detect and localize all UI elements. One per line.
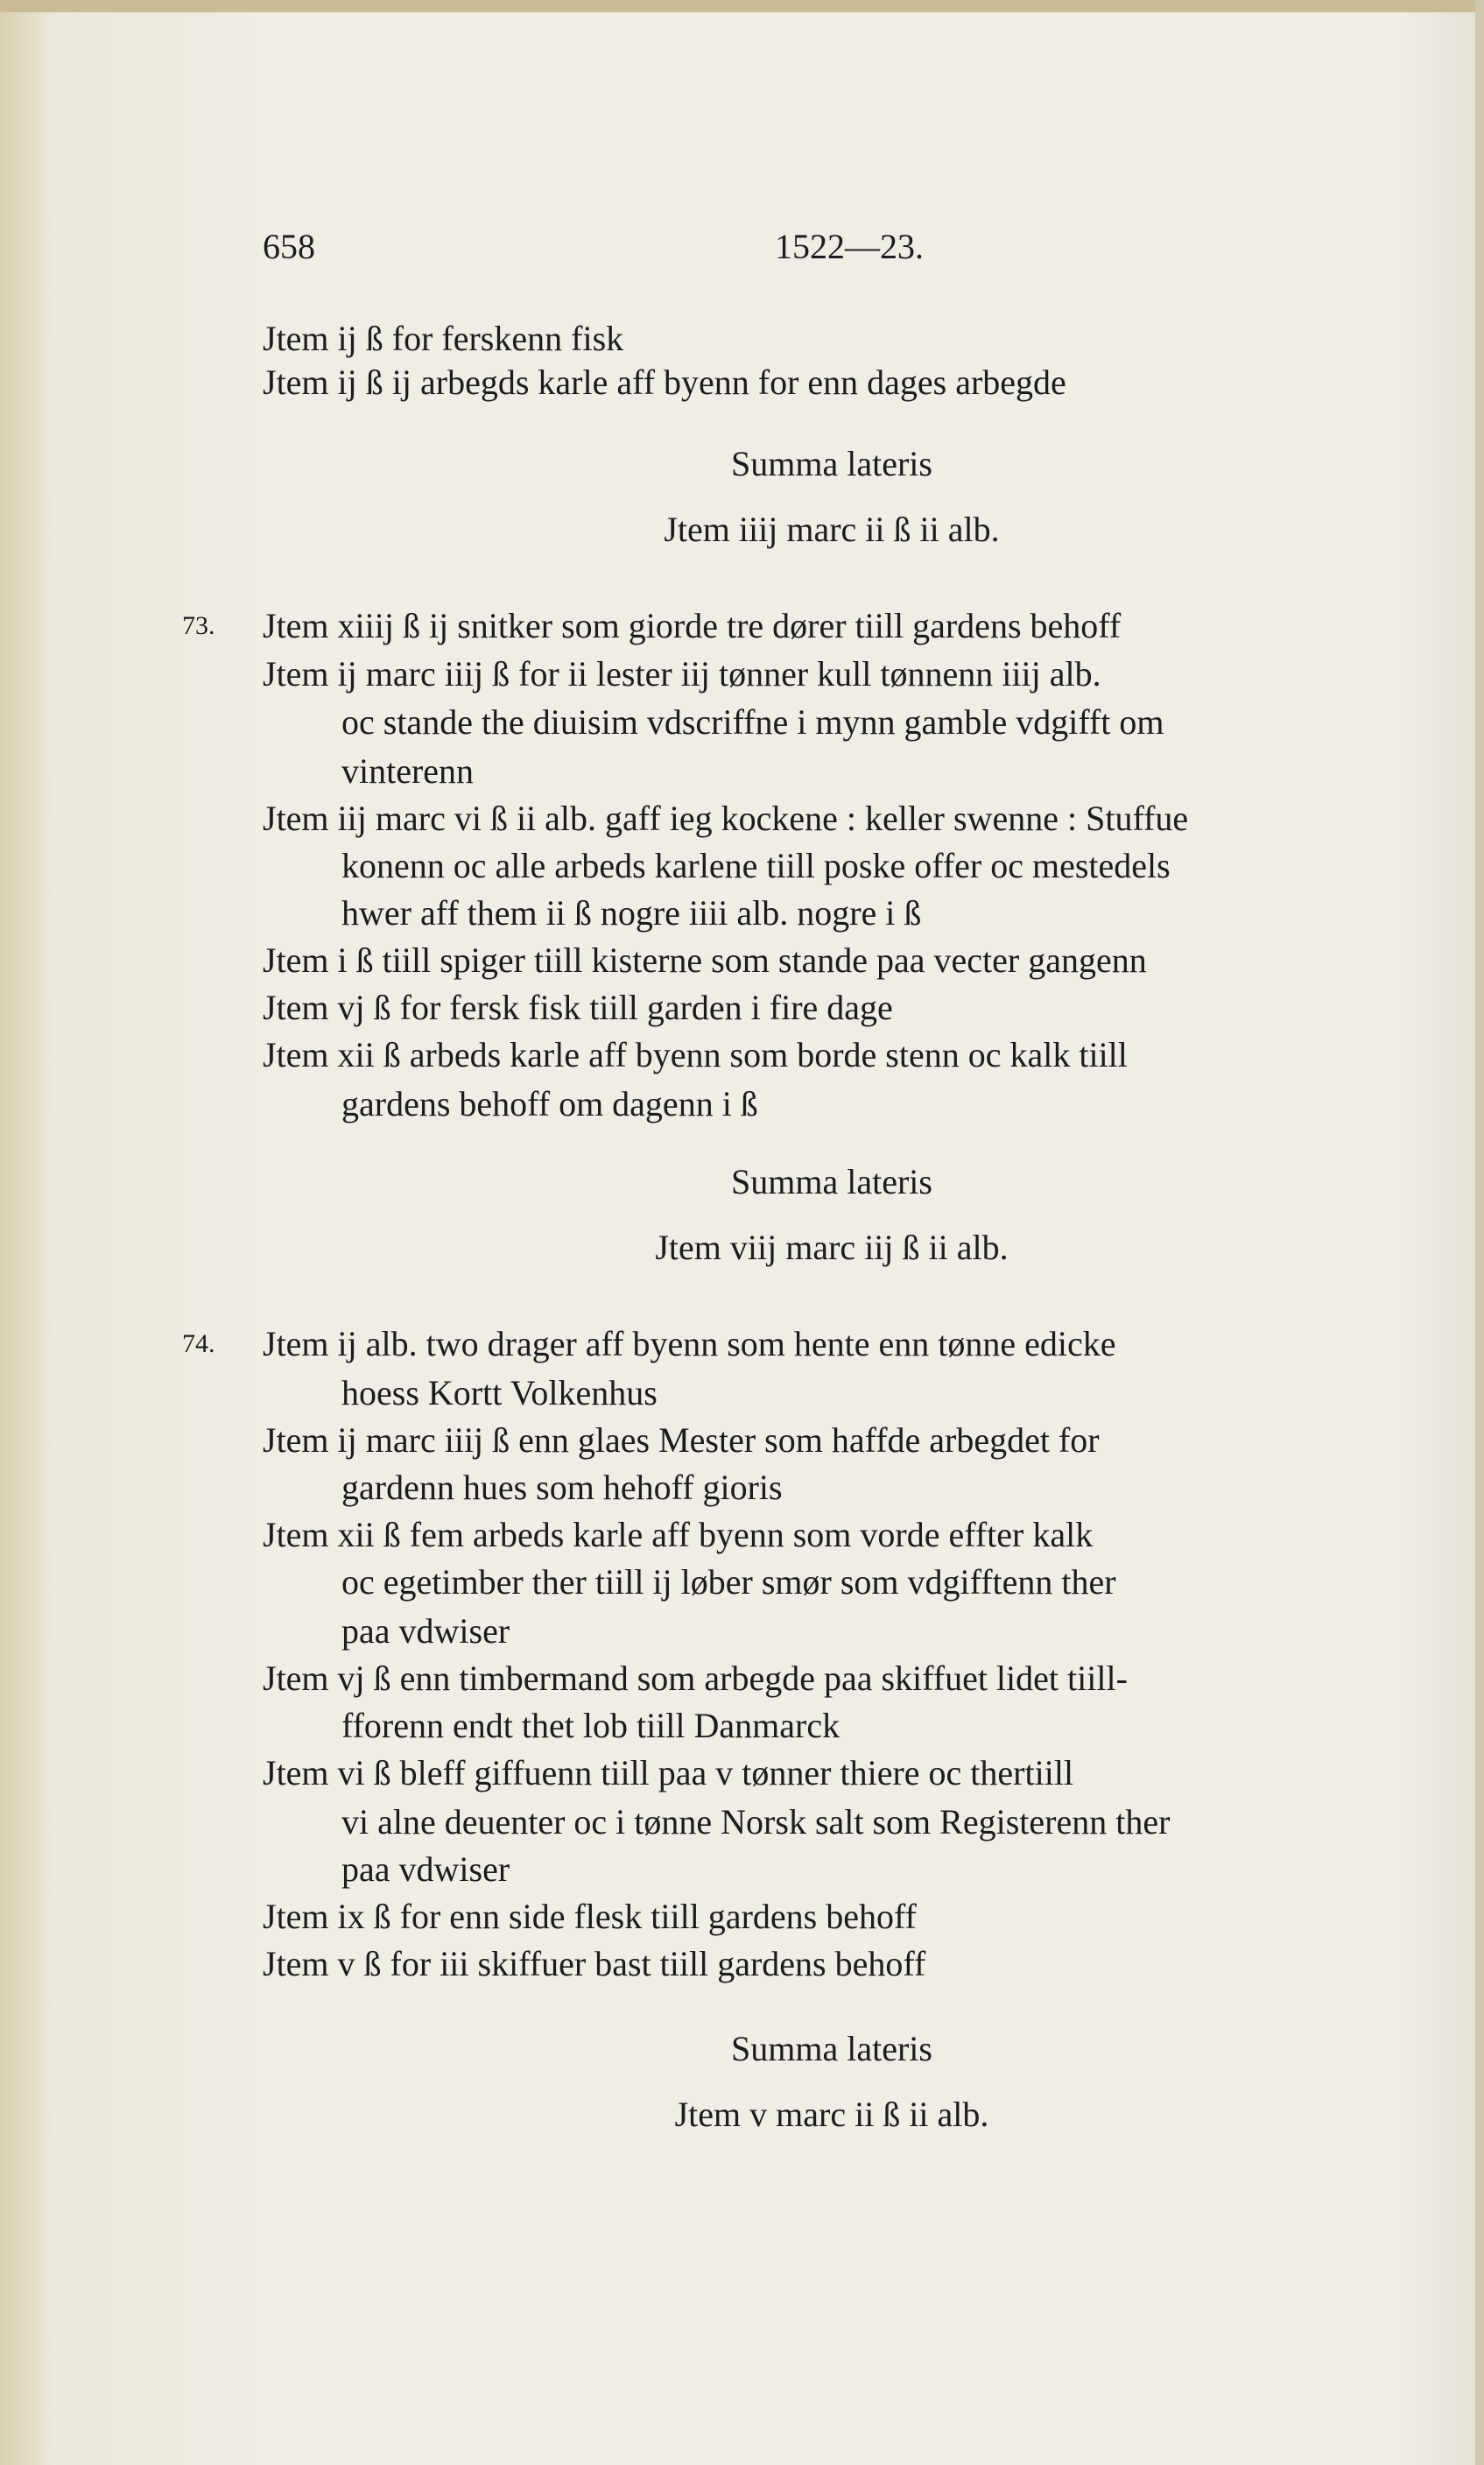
text-line: Jtem vj ß for fersk fisk tiill garden i fire dage <box>263 988 893 1027</box>
text-line: Jtem xiiij ß ij snitker som giorde tre dører tiill gardens behoff <box>263 606 1122 645</box>
text-line: Jtem ij ß ij arbegds karle aff byenn for enn dages arbegde <box>263 363 1066 402</box>
page-right-edge <box>1475 0 1484 2465</box>
summa-heading: Summa lateris <box>731 1162 932 1201</box>
section-number: 73. <box>182 611 215 640</box>
text-line: Jtem ij marc iiij ß enn glaes Mester som haffde arbegdet for <box>263 1420 1100 1460</box>
summa-total: Jtem v marc ii ß ii alb. <box>674 2095 989 2134</box>
summa-heading: Summa lateris <box>731 444 932 483</box>
text-line: vinterenn <box>341 751 475 791</box>
summa-heading: Summa lateris <box>731 2029 932 2068</box>
text-line: gardenn hues som hehoff gioris <box>341 1468 783 1507</box>
text-line: Jtem xii ß arbeds karle aff byenn som borde stenn oc kalk tiill <box>263 1035 1128 1074</box>
running-header <box>263 226 1401 270</box>
section-number: 74. <box>182 1329 215 1358</box>
text-line: konenn oc alle arbeds karlene tiill poske offer oc mestedels <box>341 846 1171 885</box>
text-line: oc stande the diuisim vdscriffne i mynn gamble vdgifft om <box>341 702 1164 742</box>
header-years: 1522—23. <box>775 227 924 266</box>
text-line: hwer aff them ii ß nogre iiii alb. nogre i ß <box>341 893 922 933</box>
text-line: Jtem i ß tiill spiger tiill kisterne som stande paa vecter gangenn <box>263 940 1147 980</box>
text-line: Jtem vj ß enn timbermand som arbegde paa skiffuet lidet tiill- <box>263 1659 1128 1698</box>
summa-total: Jtem iiij marc ii ß ii alb. <box>664 510 1000 549</box>
text-line: Jtem v ß for iii skiffuer bast tiill gardens behoff <box>263 1944 926 1983</box>
text-line: oc egetimber ther tiill ij løber smør som vdgifftenn ther <box>341 1562 1116 1602</box>
text-line: Jtem ij ß for ferskenn fisk <box>263 319 624 358</box>
page-number: 658 <box>263 227 315 266</box>
text-line: paa vdwiser <box>341 1849 510 1889</box>
text-line: vi alne deuenter oc i tønne Norsk salt som Registerenn ther <box>341 1802 1171 1842</box>
text-line: Jtem vi ß bleff giffuenn tiill paa v tønner thiere oc thertiill <box>263 1753 1074 1792</box>
page-top-edge <box>0 0 1484 12</box>
text-line: gardens behoff om dagenn i ß <box>341 1084 758 1123</box>
text-line: fforenn endt thet lob tiill Danmarck <box>341 1706 840 1745</box>
text-line: Jtem ij alb. two drager aff byenn som hente enn tønne edicke <box>263 1324 1116 1363</box>
text-line: paa vdwiser <box>341 1611 510 1651</box>
text-line: hoess Kortt Volkenhus <box>341 1373 658 1412</box>
text-line: Jtem iij marc vi ß ii alb. gaff ieg kockene : keller swenne : Stuffue <box>263 799 1189 838</box>
text-line: Jtem ij marc iiij ß for ii lester iij tønner kull tønnenn iiij alb. <box>263 654 1101 694</box>
summa-total: Jtem viij marc iij ß ii alb. <box>655 1228 1009 1267</box>
text-line: Jtem xii ß fem arbeds karle aff byenn som vorde effter kalk <box>263 1515 1094 1554</box>
text-line: Jtem ix ß for enn side flesk tiill gardens behoff <box>263 1897 917 1936</box>
